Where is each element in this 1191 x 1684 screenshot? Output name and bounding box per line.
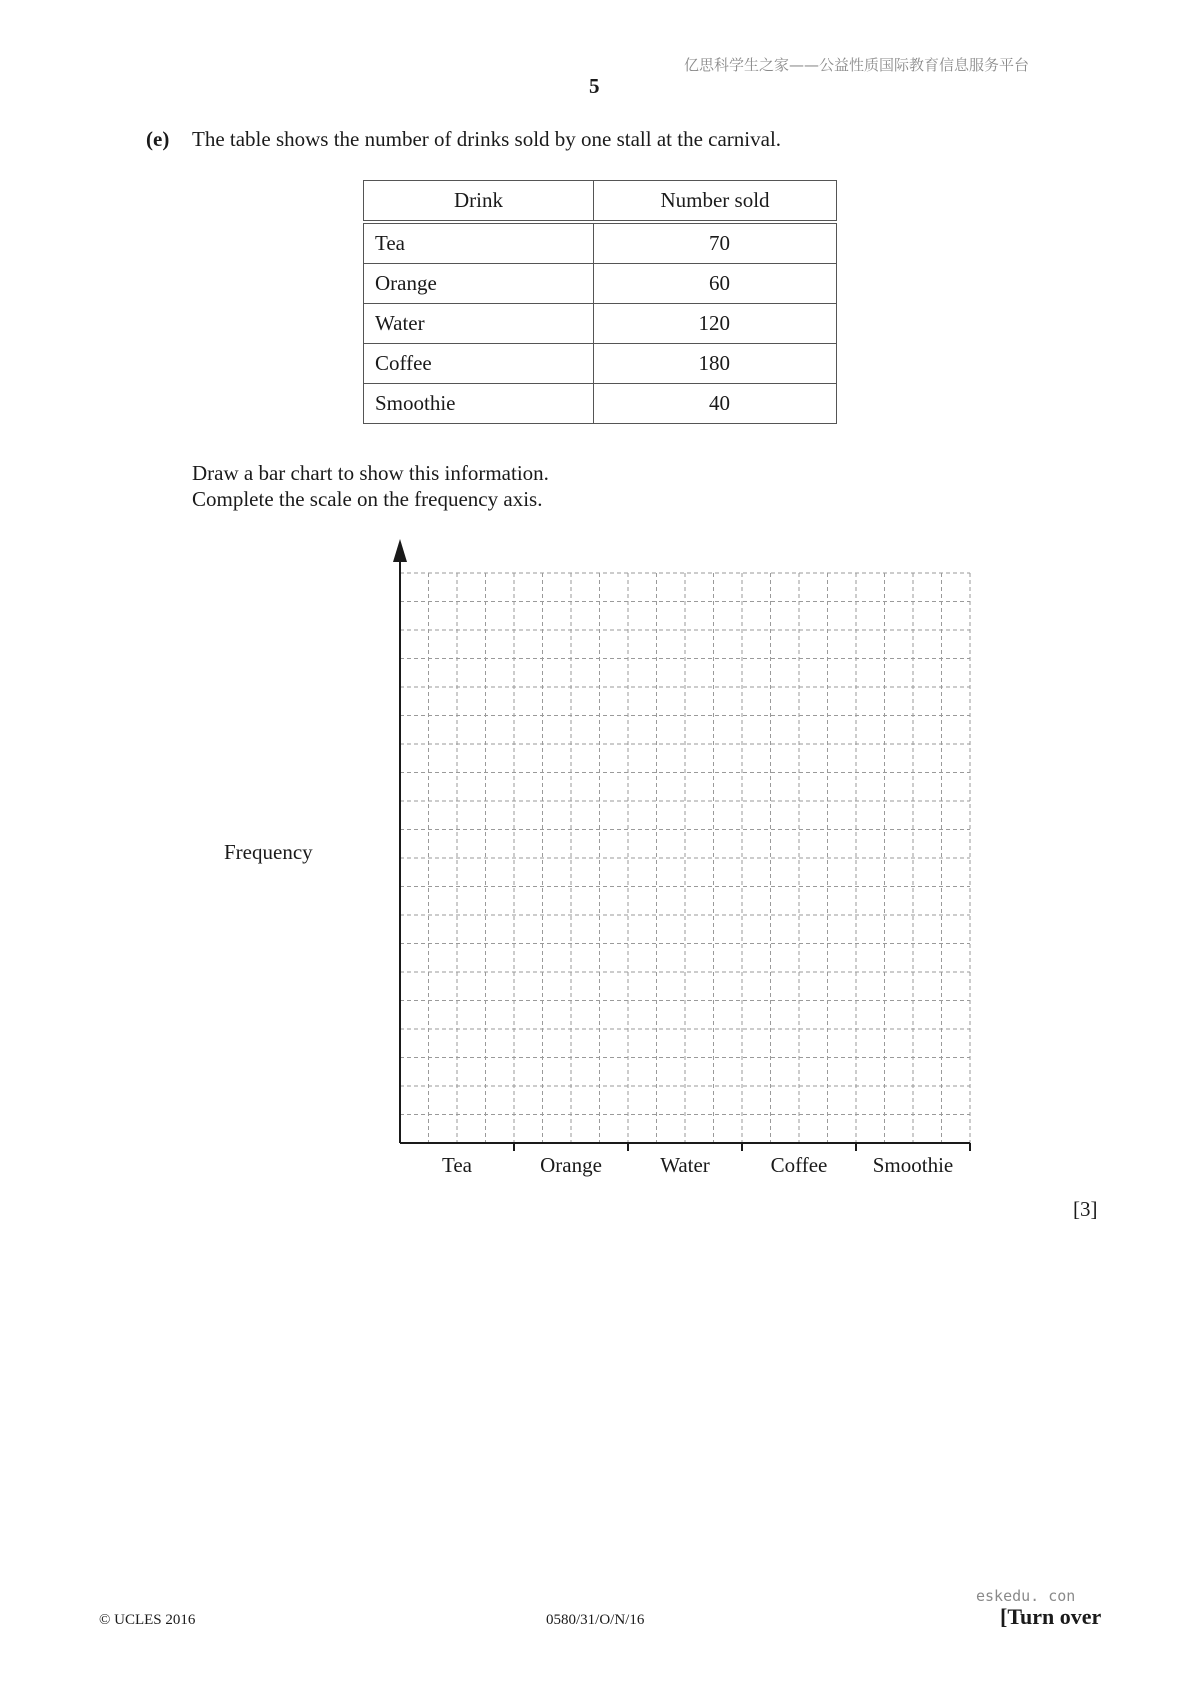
drink-name: Orange	[364, 264, 594, 304]
drink-number: 40	[594, 384, 837, 424]
header-number-sold: Number sold	[594, 181, 837, 223]
drink-number: 70	[594, 222, 837, 264]
watermark-bottom: eskedu. con	[976, 1587, 1076, 1605]
instruction-line-2: Complete the scale on the frequency axis.	[192, 487, 543, 511]
drink-number: 120	[594, 304, 837, 344]
drink-name: Smoothie	[364, 384, 594, 424]
drink-name: Coffee	[364, 344, 594, 384]
grid-lines	[400, 573, 970, 1143]
x-axis-labels	[442, 1153, 953, 1177]
page-number: 5	[589, 74, 600, 98]
x-tick-label: Orange	[540, 1153, 602, 1177]
watermark-top: 亿思科学生之家——公益性质国际教育信息服务平台	[684, 56, 1030, 74]
marks: [3]	[1073, 1197, 1098, 1221]
y-axis-label: Frequency	[224, 840, 313, 864]
drink-number: 180	[594, 344, 837, 384]
x-tick-label: Water	[660, 1153, 710, 1177]
y-axis-arrow	[393, 539, 407, 562]
x-tick-label: Smoothie	[872, 1153, 954, 1177]
x-tick-label: Tea	[441, 1153, 473, 1177]
turn-over: [Turn over	[1000, 1604, 1102, 1629]
header-drink: Drink	[364, 181, 594, 223]
footer-code: 0580/31/O/N/16	[546, 1612, 645, 1628]
instruction-line-1: Draw a bar chart to show this information.	[192, 461, 549, 485]
x-tick-label: Coffee	[770, 1153, 828, 1177]
drink-name: Tea	[364, 222, 594, 264]
question-label: (e)	[146, 127, 170, 151]
question-text: The table shows the number of drinks sold by one stall at the carnival.	[192, 127, 782, 151]
drink-name: Water	[364, 304, 594, 344]
drink-number: 60	[594, 264, 837, 304]
footer-copyright: © UCLES 2016	[99, 1612, 196, 1628]
x-axis-ticks	[514, 1143, 970, 1151]
